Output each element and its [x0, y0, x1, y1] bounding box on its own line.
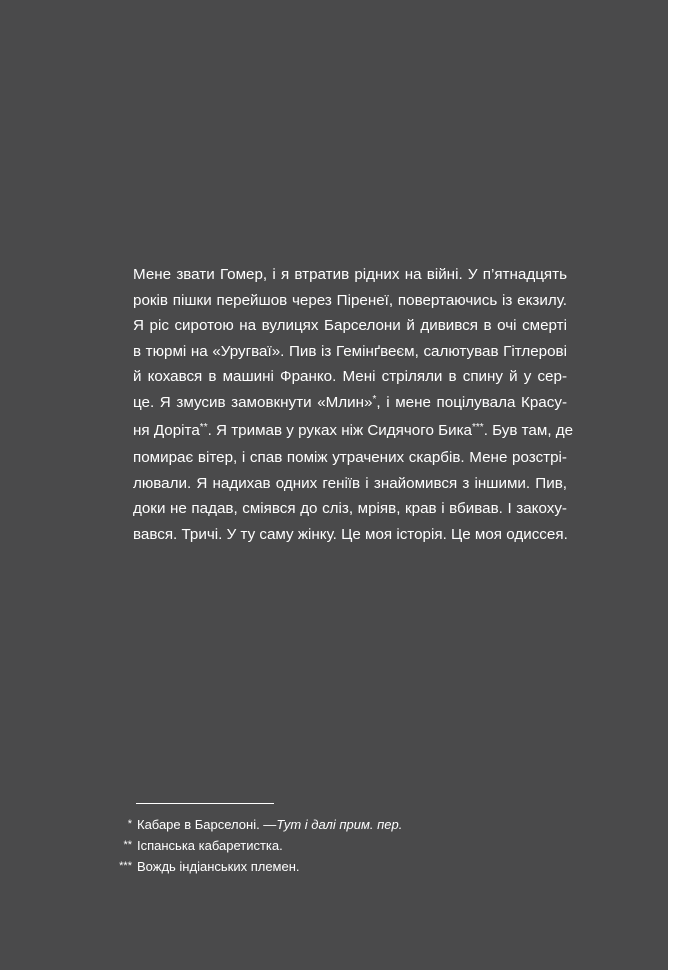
paragraph-line-with-footnote — [133, 390, 567, 418]
line-segment: , і мене поцілувала Красу- — [376, 393, 567, 411]
footnote-ref-3: *** — [472, 421, 484, 433]
footnote-3 — [100, 856, 402, 877]
paragraph-line: лювали. Я надихав одних геніїв і знайомився з іншими. Пив, — [133, 474, 567, 492]
footnote-divider — [136, 803, 274, 804]
footnote-marker: *** — [119, 860, 132, 872]
page-edge — [668, 0, 686, 970]
line-segment: . Я тримав у руках ніж Сидячого Бика — [207, 421, 472, 439]
line-segment: це. Я змусив замовкнути «Млин» — [133, 393, 373, 411]
footnote-text: Кабаре в Барселоні. — — [137, 817, 277, 832]
footnote-1 — [100, 814, 402, 835]
paragraph-line: вався. Тричі. У ту саму жінку. Це моя історія. Це моя одиссея. — [133, 525, 568, 543]
paragraph-line: доки не падав, сміявся до сліз, мріяв, крав і вбивав. І закоху- — [133, 500, 567, 518]
footnote-marker: * — [127, 818, 132, 830]
line-segment: . Був там, де — [483, 421, 574, 439]
footnote-2 — [100, 835, 402, 856]
paragraph-line: Я ріс сиротою на вулицях Барселони й дивився в очі смерті — [133, 317, 567, 335]
footnote-text: Іспанська кабаретистка. — [137, 838, 283, 853]
paragraph-line: помирає вітер, і спав поміж утрачених скарбів. Мене розстрі- — [133, 449, 567, 467]
footnote-marker: ** — [123, 839, 132, 851]
main-paragraph — [133, 262, 574, 548]
paragraph-line-with-footnotes — [133, 418, 574, 446]
footnote-text: Вождь індіанських племен. — [137, 859, 300, 874]
footnotes — [100, 814, 402, 877]
paragraph-line: й кохався в машині Франко. Мені стріляли в спину й у сер- — [133, 368, 567, 386]
footnote-ref-2: ** — [199, 421, 208, 433]
line-segment: ня Доріта — [133, 421, 200, 439]
footnote-translator-note: Тут і далі прим. пер. — [276, 817, 403, 832]
paragraph-line: років пішки перейшов через Піренеї, повертаючись із екзилу. — [133, 291, 567, 309]
footnote-ref-1: * — [372, 393, 377, 405]
paragraph-line: в тюрмі на «Уругваї». Пив із Гемінґвеєм, салютував Гітлерові — [133, 342, 567, 360]
paragraph-line: Мене звати Гомер, і я втратив рідних на війні. У п’ятнадцять — [133, 266, 567, 283]
